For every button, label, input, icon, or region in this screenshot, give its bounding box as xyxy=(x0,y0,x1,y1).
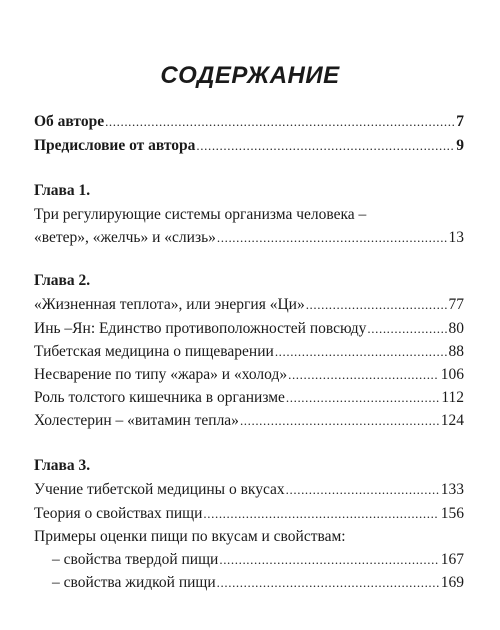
toc-entry[interactable] xyxy=(34,366,464,388)
chapter-1-line: Три регулирующие системы организма человека – xyxy=(34,206,367,223)
entry-title: – свойства жидкой пищи xyxy=(52,574,216,591)
toc-entry[interactable] xyxy=(34,296,464,318)
entry-page: 133 xyxy=(440,481,464,498)
dot-leader xyxy=(219,552,438,568)
chapter-1-heading: Глава 1. xyxy=(34,182,91,199)
toc-entry[interactable] xyxy=(34,481,464,503)
entry-title: Несварение по типу «жара» и «холод» xyxy=(34,366,288,383)
entry-title: – свойства твердой пищи xyxy=(52,551,219,568)
entry-title: «Жизненная теплота», или энергия «Ци» xyxy=(34,296,305,313)
toc-entry[interactable] xyxy=(34,412,464,434)
dot-leader xyxy=(275,344,447,360)
toc-entry[interactable] xyxy=(34,389,464,411)
dot-leader xyxy=(286,482,439,498)
entry-page: 80 xyxy=(448,320,464,337)
entry-page: 169 xyxy=(440,574,464,591)
entry-title: Инь –Ян: Единство противоположностей повсюду xyxy=(34,320,367,337)
toc-entry[interactable] xyxy=(34,320,464,342)
entry-title: Теория о свойствах пищи xyxy=(34,505,203,522)
entry-title: Предисловие от автора xyxy=(34,137,196,154)
dot-leader xyxy=(217,230,447,246)
toc-entry-about-author[interactable] xyxy=(34,113,464,135)
entry-page: 156 xyxy=(440,505,464,522)
entry-page: 112 xyxy=(441,389,464,406)
chapter-3-heading: Глава 3. xyxy=(34,457,91,474)
entry-title: Холестерин – «витамин тепла» xyxy=(34,412,239,429)
entry-page: 9 xyxy=(456,137,464,154)
toc-entry[interactable] xyxy=(34,343,464,365)
entry-title: Об авторе xyxy=(34,113,105,130)
entry-page: 124 xyxy=(440,412,464,429)
entry-page: 77 xyxy=(448,296,464,313)
chapter-2-heading: Глава 2. xyxy=(34,272,91,289)
dot-leader xyxy=(288,367,439,383)
dot-leader xyxy=(203,506,438,522)
dot-leader xyxy=(286,390,439,406)
toc-entry-chapter-1[interactable] xyxy=(34,229,464,251)
entry-title: «ветер», «желчь» и «слизь» xyxy=(34,229,216,246)
entry-page: 167 xyxy=(440,551,464,568)
dot-leader xyxy=(196,138,454,154)
toc-subentry[interactable] xyxy=(52,574,464,596)
entry-title: Учение тибетской медицины о вкусах xyxy=(34,481,285,498)
dot-leader xyxy=(105,114,454,130)
entry-page: 88 xyxy=(448,343,464,360)
dot-leader xyxy=(240,413,439,429)
entry-title: Роль толстого кишечника в организме xyxy=(34,389,285,406)
entry-page: 106 xyxy=(440,366,464,383)
dot-leader xyxy=(306,297,447,313)
toc-entry[interactable] xyxy=(34,505,464,527)
entry-page: 13 xyxy=(448,229,464,246)
toc-title: СОДЕРЖАНИЕ xyxy=(160,62,340,89)
dot-leader xyxy=(217,575,439,591)
entry-title: Тибетская медицина о пищеварении xyxy=(34,343,274,360)
chapter-3-line: Примеры оценки пищи по вкусам и свойствам: xyxy=(34,528,346,545)
dot-leader xyxy=(367,321,446,337)
entry-page: 7 xyxy=(456,113,464,130)
toc-entry-preface[interactable] xyxy=(34,137,464,159)
toc-subentry[interactable] xyxy=(52,551,464,573)
